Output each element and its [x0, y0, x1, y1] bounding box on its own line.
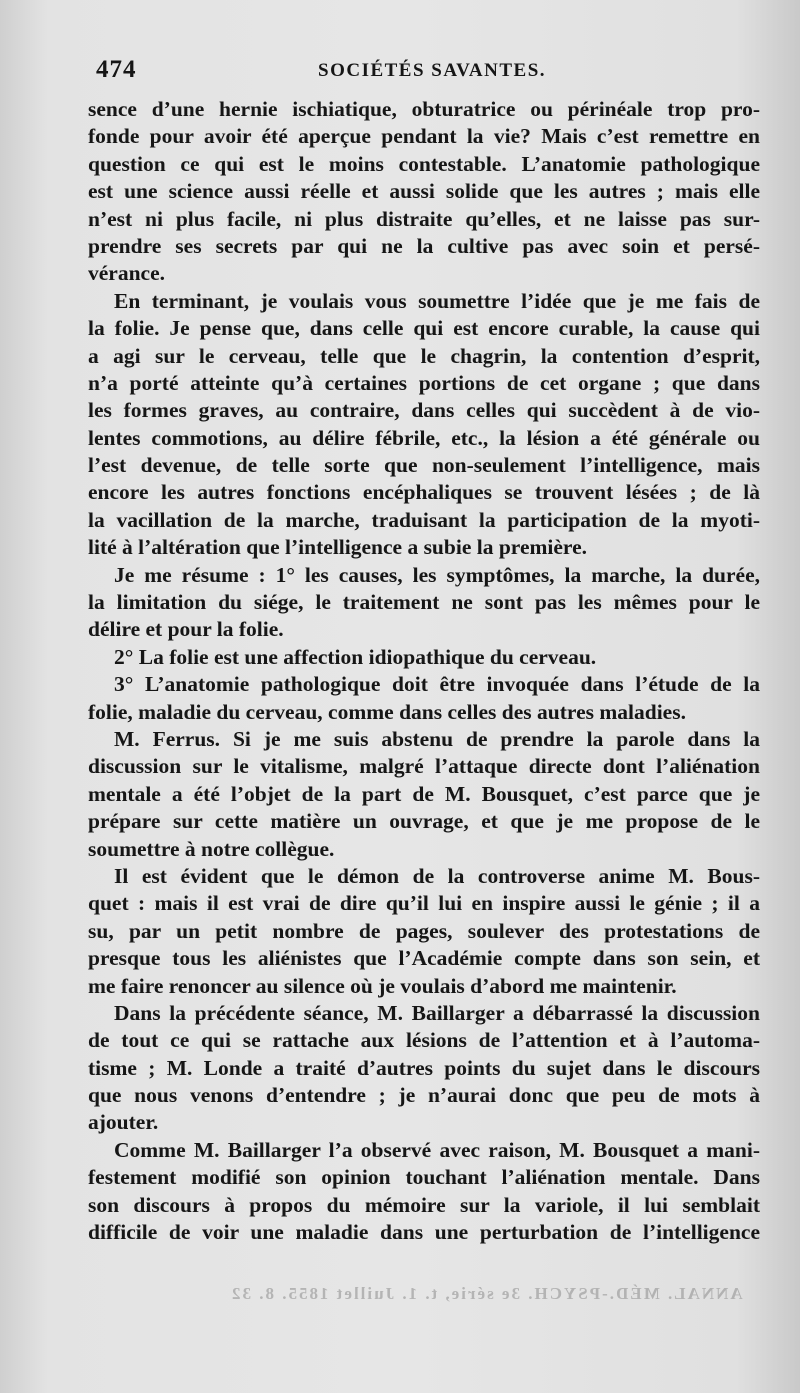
- text-line: est une science aussi réelle et aussi solide que les autres ; mais elle: [88, 179, 760, 204]
- text-line: l’est devenue, de telle sorte que non-seulement l’intelligence, mais: [88, 453, 760, 478]
- body-text: [88, 96, 760, 1246]
- text-line: délire et pour la folie.: [88, 617, 284, 642]
- text-line: la vacillation de la marche, traduisant la participation de la myoti-: [88, 507, 760, 532]
- text-line: son discours à propos du mémoire sur la variole, il lui semblait: [88, 1192, 760, 1217]
- text-line: question ce qui est le moins contestable. L’anatomie pathologique: [88, 151, 760, 176]
- running-head: SOCIÉTÉS SAVANTES.: [318, 60, 547, 81]
- page-header: [96, 56, 756, 86]
- text-line: de tout ce qui se rattache aux lésions de l’attention et à l’automa-: [88, 1028, 760, 1053]
- text-line: soumettre à notre collègue.: [88, 836, 335, 861]
- text-line: presque tous les aliénistes que l’Académie compte dans son sein, et: [88, 946, 760, 971]
- text-line: encore les autres fonctions encéphaliques se trouvent lésées ; de là: [88, 480, 760, 505]
- text-line: su, par un petit nombre de pages, soulever des protestations de: [88, 918, 760, 943]
- text-line: lentes commotions, au délire fébrile, etc., la lésion a été générale ou: [88, 425, 760, 450]
- text-line: folie, maladie du cerveau, comme dans celles des autres maladies.: [88, 699, 686, 724]
- text-line: difficile de voir une maladie dans une perturbation de l’intelligence: [88, 1220, 760, 1245]
- text-line: Il est évident que le démon de la controverse anime M. Bous-: [114, 863, 760, 888]
- text-line: mentale a été l’objet de la part de M. Bousquet, c’est parce que je: [88, 781, 760, 806]
- text-line: ajouter.: [88, 1110, 159, 1135]
- text-line: 3° L’anatomie pathologique doit être invoquée dans l’étude de la: [114, 672, 760, 697]
- bleed-through-text: ANNAL. MÉD.-PSYCH. 3e série, t. 1. Juillet 1855. 8. 32: [230, 1284, 743, 1303]
- text-line: lité à l’altération que l’intelligence a subie la première.: [88, 535, 587, 560]
- text-line: sence d’une hernie ischiatique, obturatrice ou périnéale trop pro-: [88, 97, 760, 121]
- text-line: quet : mais il est vrai de dire qu’il lui en inspire aussi le génie ; il a: [88, 891, 760, 916]
- text-line: En terminant, je voulais vous soumettre l’idée que je me fais de: [114, 288, 760, 313]
- text-line: Dans la précédente séance, M. Baillarger a débarrassé la discussion: [114, 1000, 760, 1025]
- text-line: n’a porté atteinte qu’à certaines portions de cet organe ; que dans: [88, 370, 760, 395]
- text-line: fonde pour avoir été aperçue pendant la vie? Mais c’est remettre en: [88, 124, 760, 149]
- text-line: a agi sur le cerveau, telle que le chagrin, la contention d’esprit,: [88, 343, 760, 368]
- text-line: n’est ni plus facile, ni plus distraite qu’elles, et ne laisse pas sur-: [88, 206, 760, 231]
- text-line: Comme M. Baillarger l’a observé avec raison, M. Bousquet a mani-: [114, 1137, 760, 1162]
- text-line: M. Ferrus. Si je me suis abstenu de prendre la parole dans la: [114, 726, 760, 751]
- text-line: 2° La folie est une affection idiopathique du cerveau.: [114, 644, 597, 669]
- page-number: 474: [96, 56, 137, 83]
- text-line: que nous venons d’entendre ; je n’aurai donc que peu de mots à: [88, 1083, 760, 1108]
- text-line: festement modifié son opinion touchant l’aliénation mentale. Dans: [88, 1165, 760, 1190]
- text-line: discussion sur le vitalisme, malgré l’attaque directe dont l’aliénation: [88, 754, 760, 779]
- text-line: me faire renoncer au silence où je voulais d’abord me maintenir.: [88, 973, 677, 998]
- text-line: les formes graves, au contraire, dans celles qui succèdent à de vio-: [88, 398, 760, 423]
- text-line: tisme ; M. Londe a traité d’autres points du sujet dans le discours: [88, 1055, 760, 1080]
- text-line: vérance.: [88, 261, 166, 286]
- text-line: prendre ses secrets par qui ne la cultive pas avec soin et persé-: [88, 233, 760, 258]
- text-line: Je me résume : 1° les causes, les symptômes, la marche, la durée,: [114, 562, 760, 587]
- text-line: la folie. Je pense que, dans celle qui est encore curable, la cause qui: [88, 316, 760, 341]
- text-line: prépare sur cette matière un ouvrage, et que je me propose de le: [88, 809, 760, 834]
- text-line: la limitation du siége, le traitement ne sont pas les mêmes pour le: [88, 590, 760, 615]
